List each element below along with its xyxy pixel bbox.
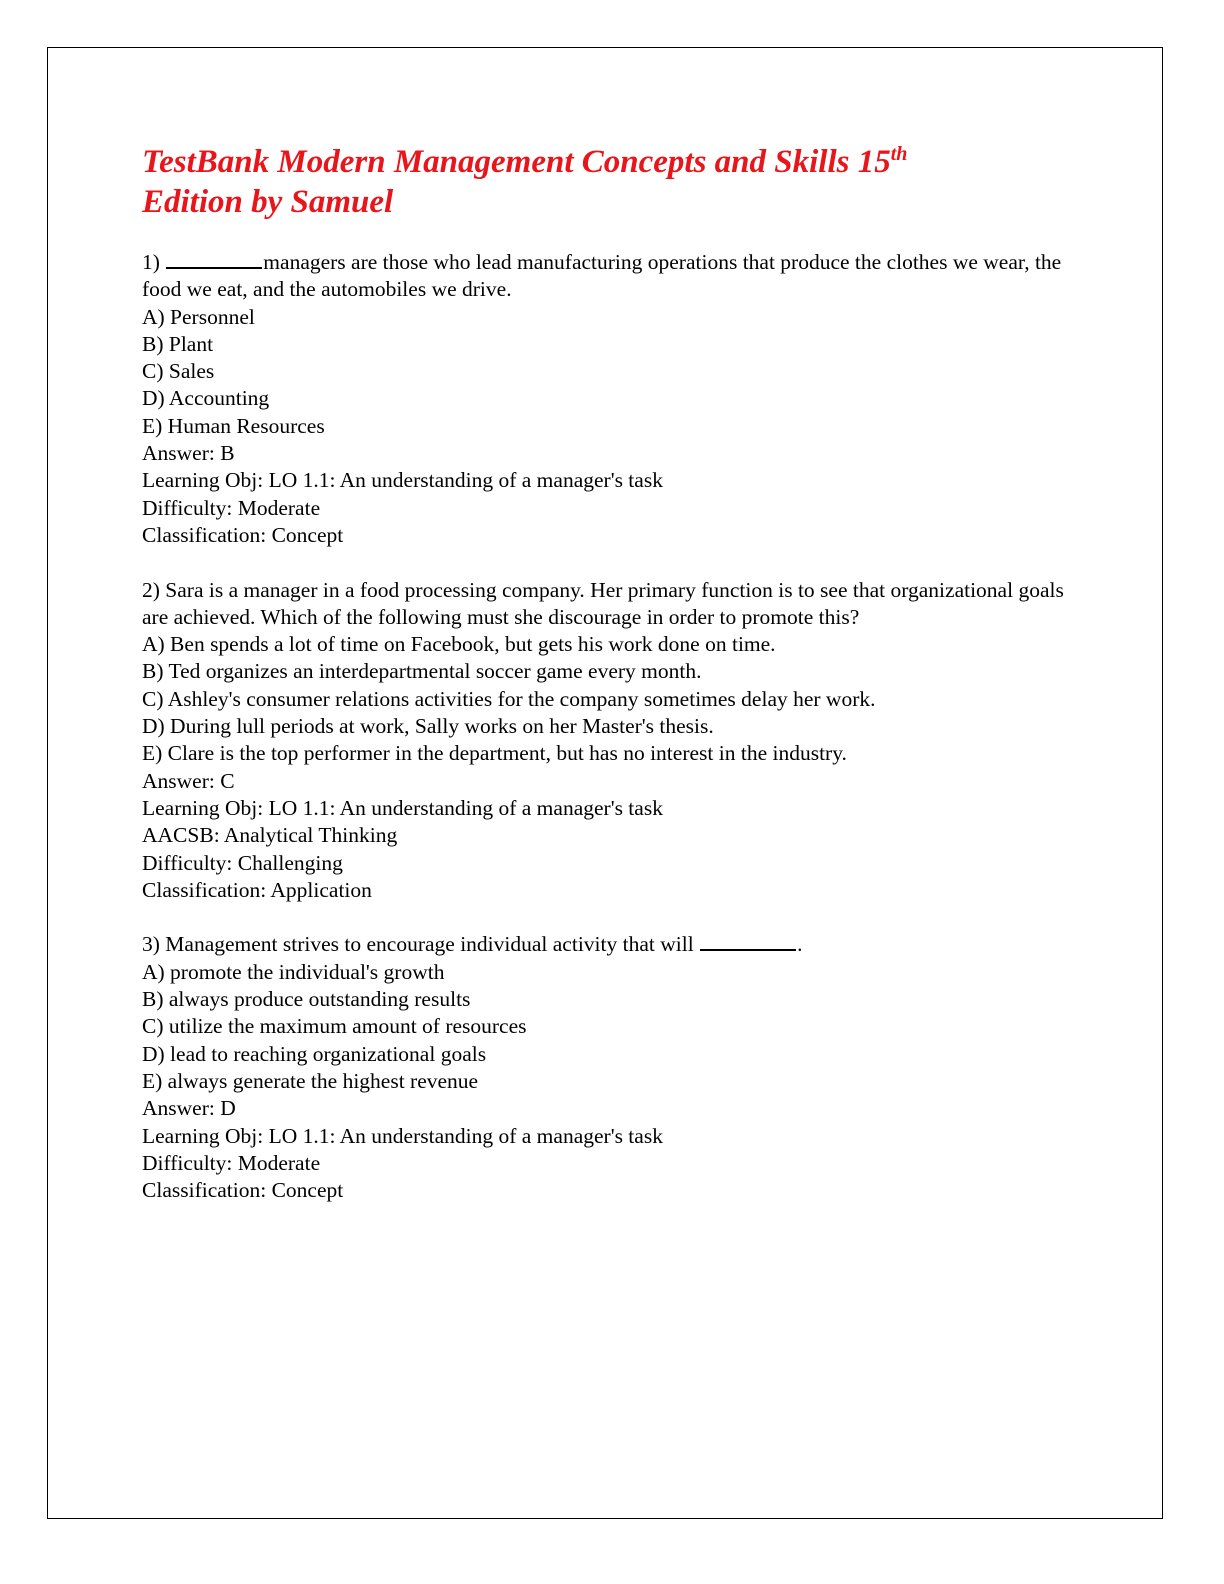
option-b: B) Ted organizes an interdepartmental soccer game every month. (142, 659, 702, 684)
question-2 (142, 577, 1082, 905)
option-c: C) Ashley's consumer relations activities for the company sometimes delay her work. (142, 686, 876, 711)
document-body (142, 142, 1082, 1232)
option-a: A) Personnel (142, 304, 255, 329)
answer-line: Answer: D (142, 1096, 236, 1121)
question-stem: 2) Sara is a manager in a food processing company. Her primary function is to see that organizational goals are achieved. Which of the following must she discourage in order to promote this? (142, 577, 1064, 629)
title-superscript: th (890, 143, 908, 165)
option-d: D) lead to reaching organizational goals (142, 1041, 487, 1066)
aacsb: AACSB: Analytical Thinking (142, 823, 398, 848)
option-d: D) Accounting (142, 386, 270, 411)
option-e: E) always generate the highest revenue (142, 1068, 479, 1093)
answer-line: Answer: C (142, 768, 235, 793)
difficulty: Difficulty: Moderate (142, 495, 321, 520)
question-1 (142, 249, 1082, 549)
answer-blank (166, 249, 262, 269)
title-main: TestBank Modern Management Concepts and Skills 15 (142, 144, 891, 180)
question-stem: 3) Management strives to encourage individual activity that will . (142, 932, 803, 957)
answer-line: Answer: B (142, 441, 235, 466)
learning-objective: Learning Obj: LO 1.1: An understanding of a manager's task (142, 468, 663, 493)
document-title (142, 142, 1082, 222)
option-d: D) During lull periods at work, Sally works on her Master's thesis. (142, 714, 714, 739)
option-a: A) promote the individual's growth (142, 959, 445, 984)
difficulty: Difficulty: Moderate (142, 1150, 321, 1175)
option-b: B) Plant (142, 331, 214, 356)
question-3 (142, 931, 1082, 1204)
question-stem: 1) managers are those who lead manufacturing operations that produce the clothes we wear, the food we eat, and the automobiles we drive. (142, 250, 1062, 302)
answer-blank (700, 931, 796, 951)
learning-objective: Learning Obj: LO 1.1: An understanding of a manager's task (142, 795, 663, 820)
option-e: E) Human Resources (142, 413, 325, 438)
title-line-2: Edition by Samuel (142, 184, 394, 220)
classification: Classification: Concept (142, 1178, 344, 1203)
option-e: E) Clare is the top performer in the department, but has no interest in the industry. (142, 741, 847, 766)
difficulty: Difficulty: Challenging (142, 850, 343, 875)
classification: Classification: Concept (142, 522, 344, 547)
option-c: C) Sales (142, 359, 215, 384)
option-a: A) Ben spends a lot of time on Facebook, but gets his work done on time. (142, 632, 776, 657)
option-b: B) always produce outstanding results (142, 987, 471, 1012)
option-c: C) utilize the maximum amount of resources (142, 1014, 527, 1039)
classification: Classification: Application (142, 877, 372, 902)
learning-objective: Learning Obj: LO 1.1: An understanding of a manager's task (142, 1123, 663, 1148)
